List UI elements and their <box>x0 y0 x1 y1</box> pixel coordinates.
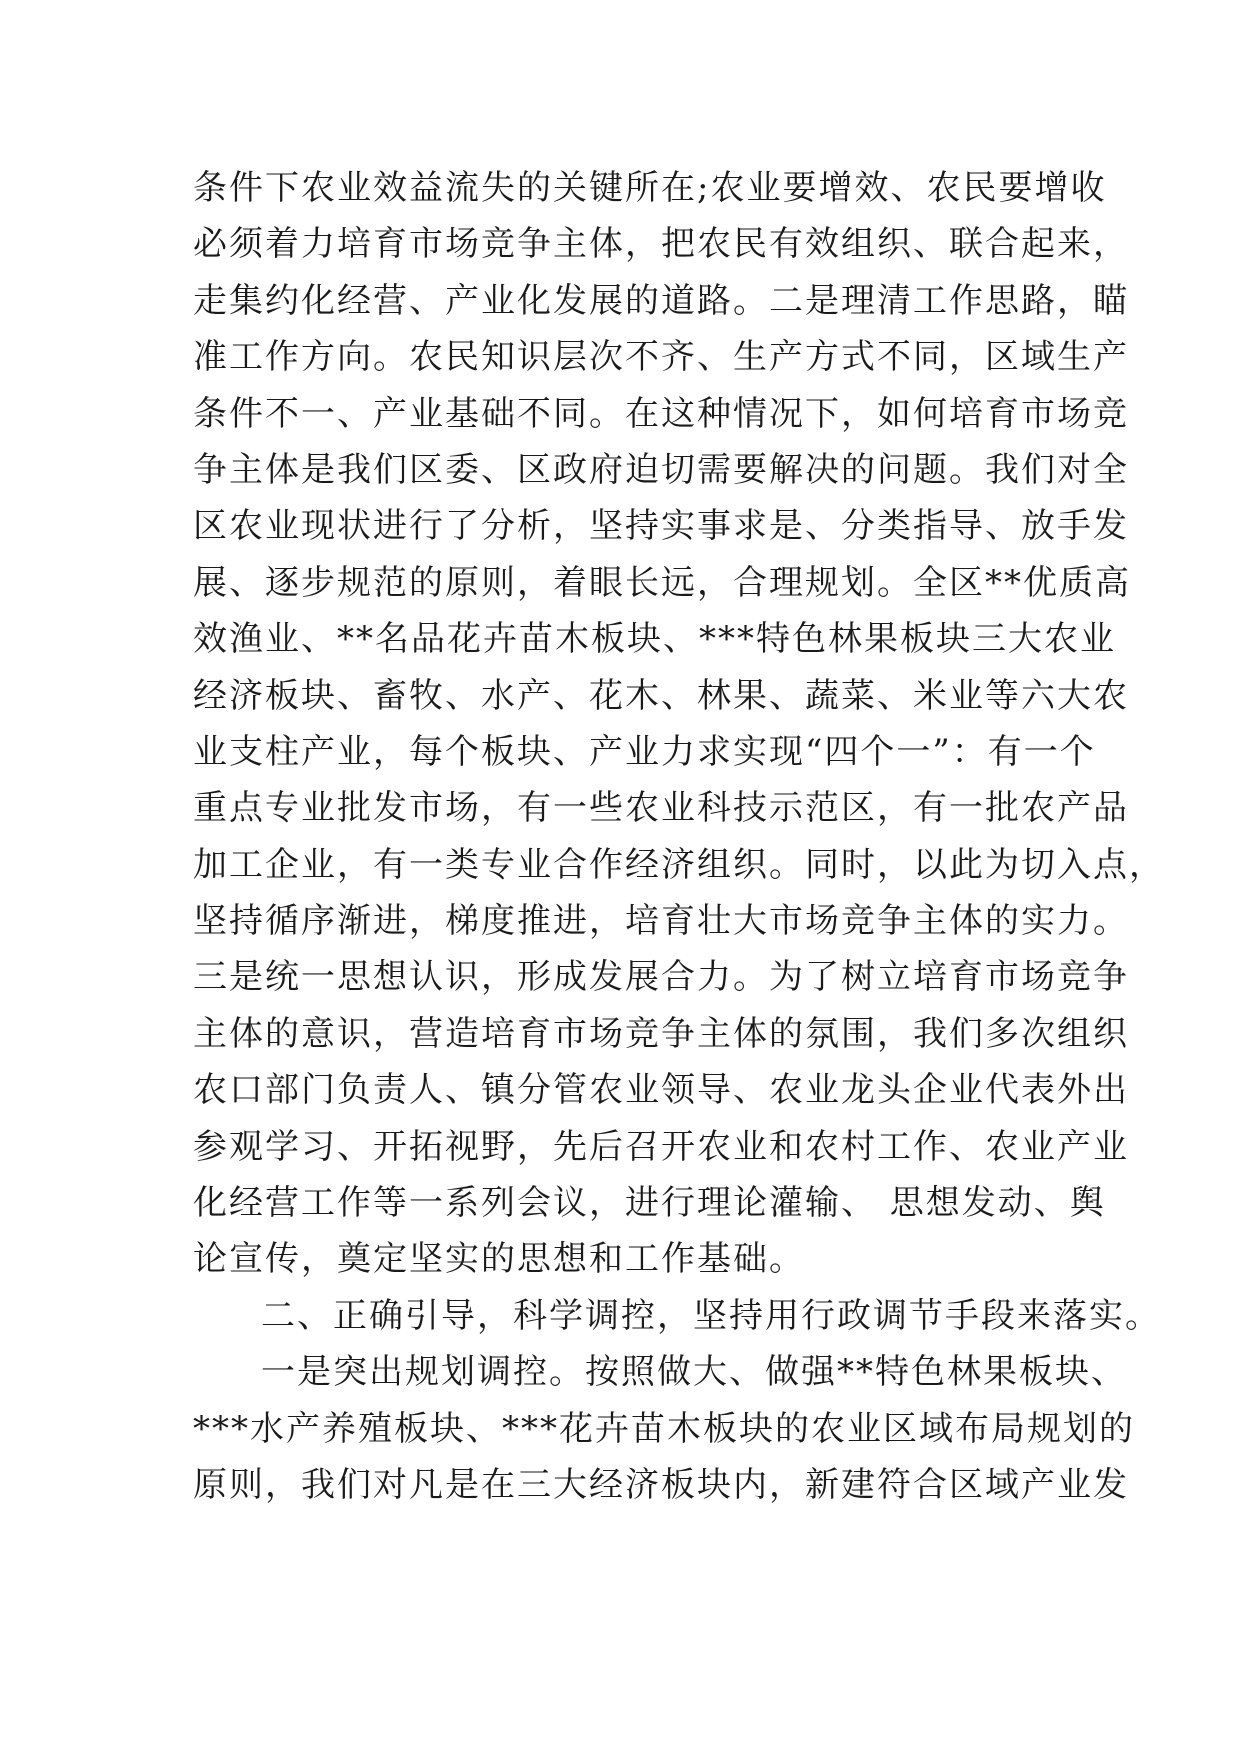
text-line: 争主体是我们区委、区政府迫切需要解决的问题。我们对全 <box>193 449 1129 490</box>
text-line: 条件下农业效益流失的关键所在;农业要增效、农民要增收 <box>193 168 1107 208</box>
paragraph-last-line: 论宣传，奠定坚实的思想和工作基础。 <box>193 1239 805 1280</box>
text-line: 重点专业批发市场，有一些农业科技示范区，有一批农产品 <box>193 788 1129 829</box>
text-line: 主体的意识，营造培育市场竞争主体的氛围，我们多次组织 <box>193 1013 1129 1054</box>
text-line: 三是统一思想认识，形成发展合力。为了树立培育市场竞争 <box>193 957 1129 998</box>
paragraph-first-line: 一是突出规划调控。按照做大、做强**特色林果板块、 <box>261 1352 1127 1393</box>
text-line: 效渔业、**名品花卉苗木板块、***特色林果板块三大农业 <box>193 619 1116 660</box>
text-line: 业支柱产业，每个板块、产业力求实现“四个一”：有一个 <box>193 731 1096 772</box>
text-line: 原则，我们对凡是在三大经济板块内，新建符合区域产业发 <box>193 1464 1129 1505</box>
text-line: 坚持循序渐进，梯度推进，培育壮大市场竞争主体的实力。 <box>193 901 1129 942</box>
text-line: 加工企业，有一类专业合作经济组织。同时，以此为切入点， <box>193 844 1165 885</box>
body-text <box>193 160 1165 1513</box>
text-line: 农口部门负责人、镇分管农业领导、农业龙头企业代表外出 <box>193 1070 1129 1111</box>
section-heading: 二、正确引导，科学调控，坚持用行政调节手段来落实。 <box>261 1295 1161 1336</box>
text-line: 经济板块、畜牧、水产、花木、林果、蔬菜、米业等六大农 <box>193 675 1129 716</box>
text-line: 准工作方向。农民知识层次不齐、生产方式不同，区域生产 <box>193 337 1129 378</box>
text-line: 条件不一、产业基础不同。在这种情况下，如何培育市场竞 <box>193 393 1129 434</box>
text-line: 参观学习、开拓视野，先后召开农业和农村工作、农业产业 <box>193 1126 1129 1167</box>
text-line: ***水产养殖板块、***花卉苗木板块的农业区域布局规划的 <box>193 1408 1135 1449</box>
text-line: 展、逐步规范的原则，着眼长远，合理规划。全区**优质高 <box>193 562 1131 603</box>
text-line: 区农业现状进行了分析，坚持实事求是、分类指导、放手发 <box>193 506 1129 547</box>
text-line: 化经营工作等一系列会议，进行理论灌输、 思想发动、舆 <box>193 1183 1106 1224</box>
text-line: 走集约化经营、产业化发展的道路。二是理清工作思路，瞄 <box>193 280 1129 321</box>
text-line: 必须着力培育市场竞争主体，把农民有效组织、联合起来， <box>193 224 1129 265</box>
